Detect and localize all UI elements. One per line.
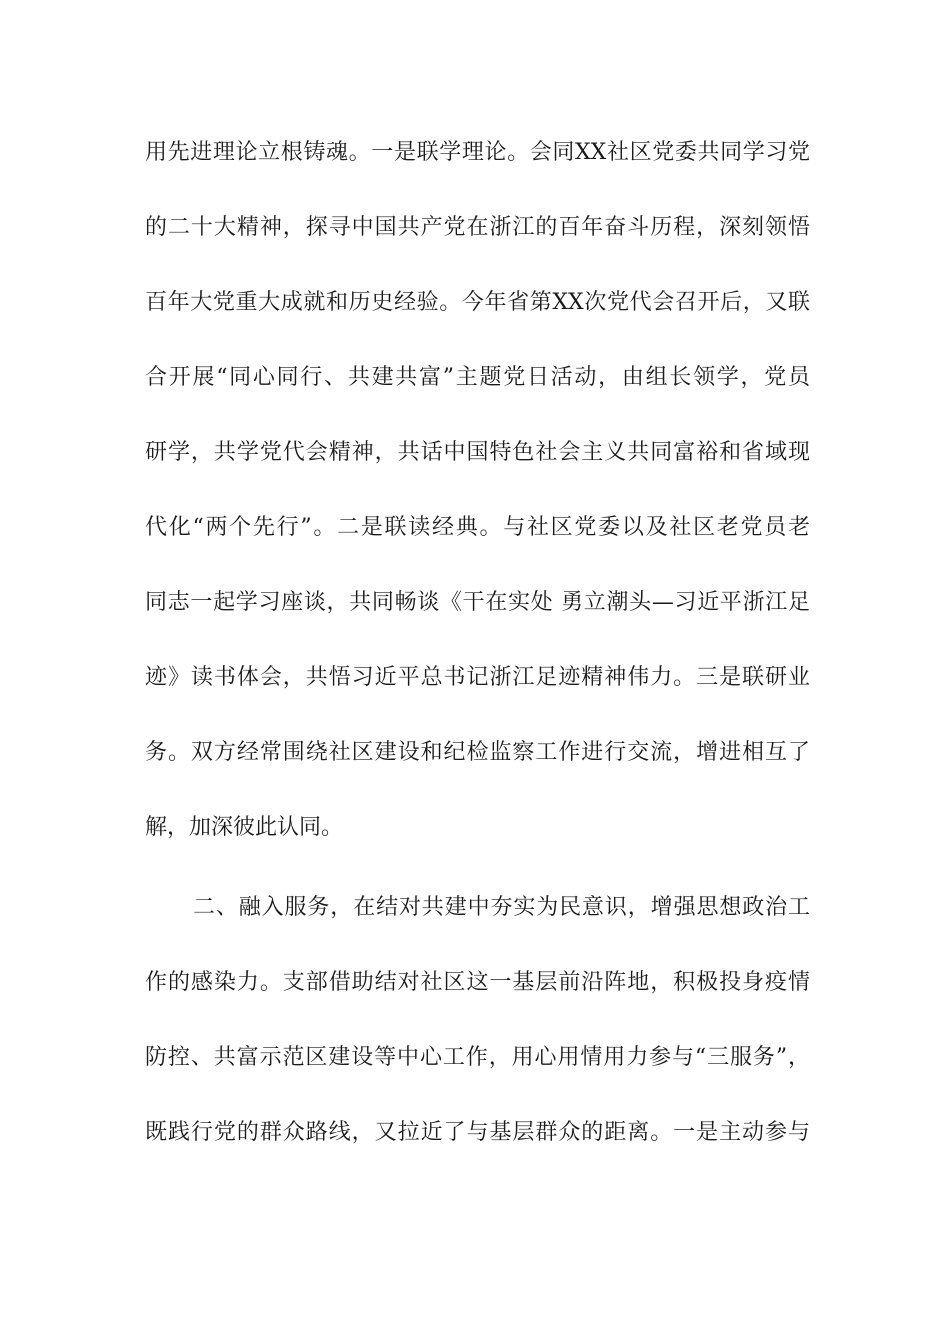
paragraph-line: 百年大党重大成就和历史经验。今年省第XX次党代会召开后，又联 xyxy=(145,290,810,315)
paragraph-line: 解，加深彼此认同。 xyxy=(145,815,344,840)
section-heading-line: 二、融入服务，在结对共建中夯实为民意识，增强思想政治工 xyxy=(193,895,810,920)
paragraph-line: 迹》读书体会，共悟习近平总书记浙江足迹精神伟力。三是联研业 xyxy=(145,665,810,690)
paragraph-line: 代化“两个先行”。二是联读经典。与社区党委以及社区老党员老 xyxy=(145,515,810,540)
paragraph-line: 用先进理论立根铸魂。一是联学理论。会同XX社区党委共同学习党 xyxy=(145,140,810,165)
paragraph-line: 的二十大精神，探寻中国共产党在浙江的百年奋斗历程，深刻领悟 xyxy=(145,215,810,240)
paragraph-line: 防控、共富示范区建设等中心工作，用心用情用力参与“三服务”， xyxy=(145,1045,810,1070)
paragraph-line: 同志一起学习座谈，共同畅谈《干在实处 勇立潮头—习近平浙江足 xyxy=(145,590,810,615)
paragraph-line: 合开展“同心同行、共建共富”主题党日活动，由组长领学，党员 xyxy=(145,365,810,390)
paragraph-line: 作的感染力。支部借助结对社区这一基层前沿阵地，积极投身疫情 xyxy=(145,970,810,995)
paragraph-line: 研学，共学党代会精神，共话中国特色社会主义共同富裕和省域现 xyxy=(145,440,810,465)
paragraph-line: 务。双方经常围绕社区建设和纪检监察工作进行交流，增进相互了 xyxy=(145,740,810,765)
paragraph-line: 既践行党的群众路线，又拉近了与基层群众的距离。一是主动参与 xyxy=(145,1120,810,1145)
